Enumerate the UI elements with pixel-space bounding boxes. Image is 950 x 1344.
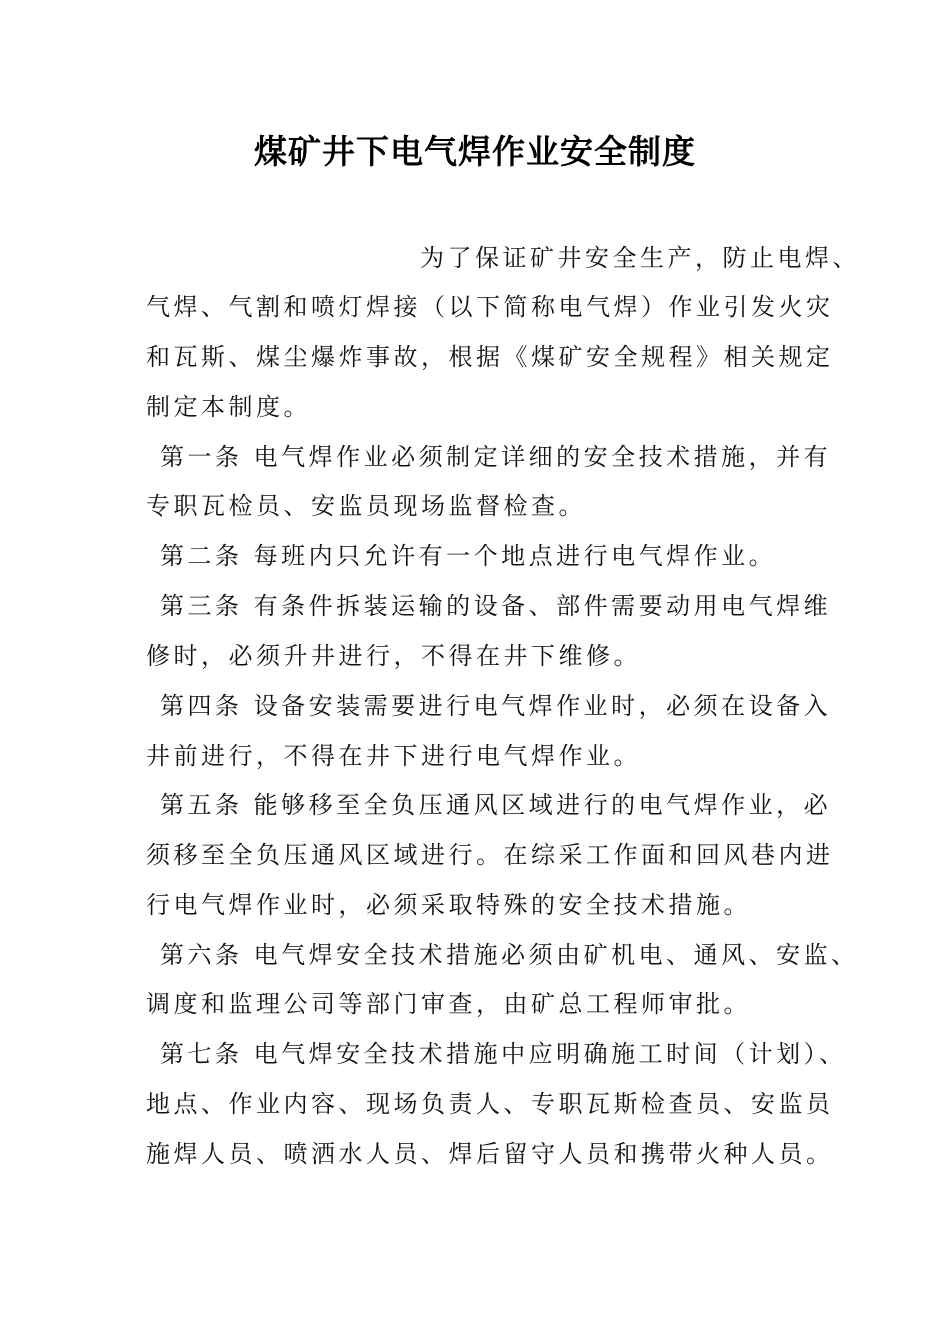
- paragraph-line: 为了保证矿井安全生产，防止电焊、: [420, 244, 860, 272]
- article-line: 专职瓦检员、安监员现场监督检查。: [146, 492, 586, 520]
- article-line: 修时，必须升井进行，不得在井下维修。: [146, 642, 641, 670]
- article-line: 第六条 电气焊安全技术措施必须由矿机电、通风、安监、: [160, 941, 859, 969]
- article-line: 须移至全负压通风区域进行。在综采工作面和回风巷内进: [146, 841, 834, 869]
- article-line: 第一条 电气焊作业必须制定详细的安全技术措施，并有: [160, 443, 832, 471]
- paragraph-line: 和瓦斯、煤尘爆炸事故，根据《煤矿安全规程》相关规定: [146, 343, 834, 371]
- document-title: 煤矿井下电气焊作业安全制度: [254, 132, 696, 171]
- article-line: 施焊人员、喷洒水人员、焊后留守人员和携带火种人员。: [146, 1140, 834, 1168]
- article-line: 第四条 设备安装需要进行电气焊作业时，必须在设备入: [160, 692, 832, 720]
- paragraph-line: 制定本制度。: [146, 393, 311, 421]
- article-line: 第三条 有条件拆装运输的设备、部件需要动用电气焊维: [160, 592, 832, 620]
- article-line: 调度和监理公司等部门审查，由矿总工程师审批。: [146, 990, 751, 1018]
- article-line: 行电气焊作业时，必须采取特殊的安全技术措施。: [146, 891, 751, 919]
- article-line: 井前进行，不得在井下进行电气焊作业。: [146, 742, 641, 770]
- article-line: 地点、作业内容、现场负责人、专职瓦斯检查员、安监员: [146, 1090, 834, 1118]
- paragraph-line: 气焊、气割和喷灯焊接（以下简称电气焊）作业引发火灾: [146, 293, 834, 321]
- article-line: 第七条 电气焊安全技术措施中应明确施工时间（计划）、: [160, 1040, 847, 1068]
- article-line: 第二条 每班内只允许有一个地点进行电气焊作业。: [160, 542, 777, 570]
- article-line: 第五条 能够移至全负压通风区域进行的电气焊作业，必: [160, 791, 832, 819]
